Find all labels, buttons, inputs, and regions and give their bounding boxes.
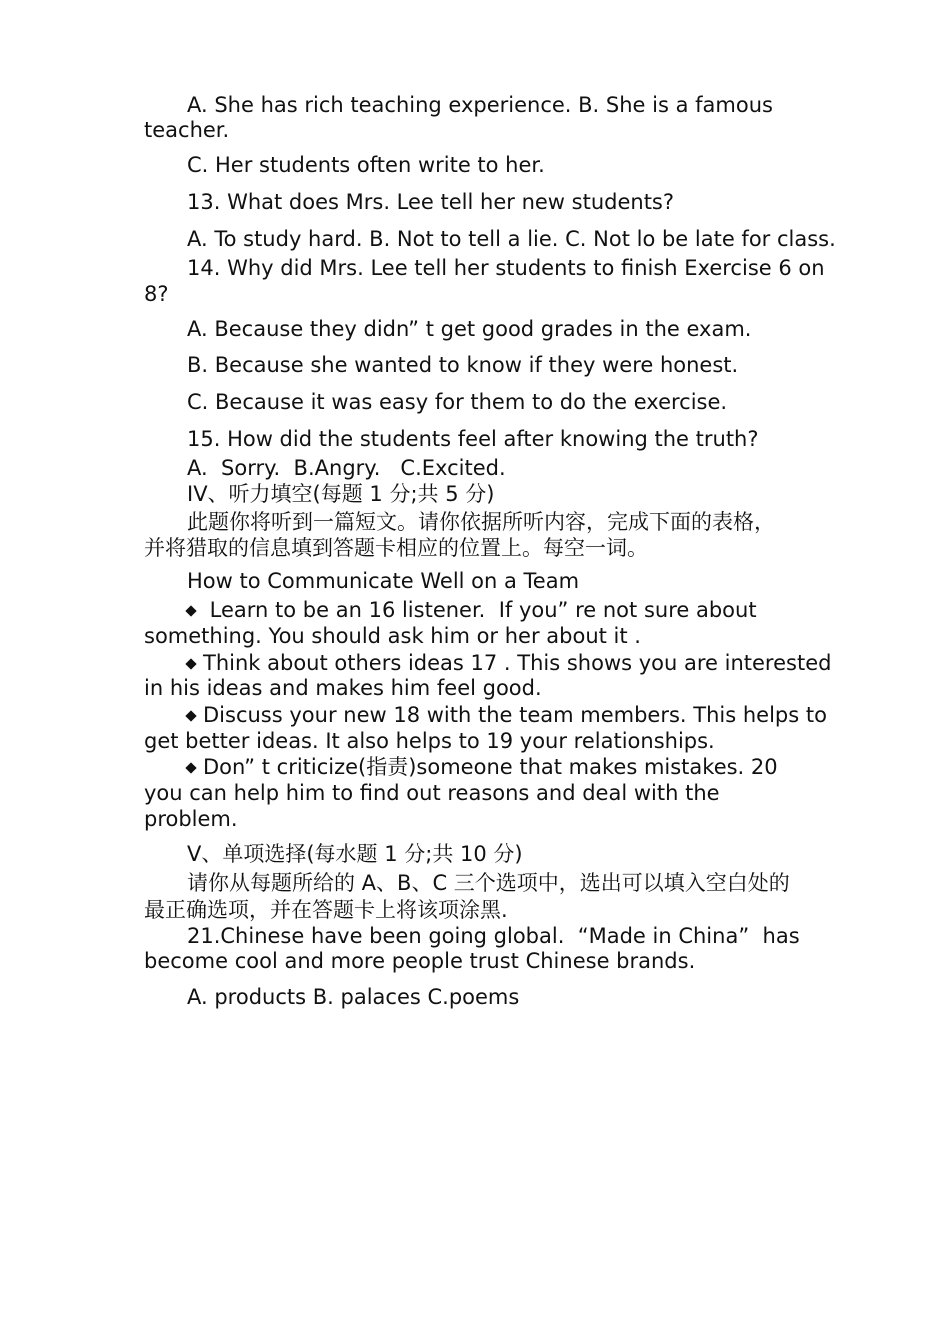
section5-instruction-line1: 请你从每题所给的 A、B、C 三个选项中，选出可以填入空白处的 <box>187 871 790 895</box>
bullet1-line2: something. You should ask him or her about it . <box>144 624 641 648</box>
bullet2-line2: in his ideas and makes him feel good. <box>144 676 542 700</box>
section4-instruction-line2: 并将猎取的信息填到答题卡相应的位置上。每空一词。 <box>144 536 648 560</box>
q14-question-line1: 14. Why did Mrs. Lee tell her students to finish Exercise 6 on <box>187 256 825 280</box>
q13-question: 13. What does Mrs. Lee tell her new students? <box>187 190 675 214</box>
diamond-bullet-icon <box>185 658 196 669</box>
q15-options: A. Sorry. B.Angry. C.Excited. <box>187 456 506 480</box>
q12-options-line1: A. She has rich teaching experience. B. She is a famous <box>187 93 773 117</box>
q21-options: A. products B. palaces C.poems <box>187 985 520 1009</box>
q14-option-c: C. Because it was easy for them to do the exercise. <box>187 390 728 414</box>
bullet1-line1 <box>187 597 757 623</box>
q14-question-line2: 8? <box>144 282 169 306</box>
bullet4-line1 <box>187 754 778 780</box>
bullet1-text: Learn to be an 16 listener. If you” re not sure about <box>203 598 757 622</box>
section5-instruction-line2: 最正确选项，并在答题卡上将该项涂黑. <box>144 898 508 922</box>
bullet3-text: Discuss your new 18 with the team members. This helps to <box>203 703 827 727</box>
bullet4-text: Don” t criticize(指责)someone that makes mistakes. 20 <box>203 755 778 779</box>
diamond-bullet-icon <box>185 710 196 721</box>
bullet3-line1 <box>187 702 827 728</box>
q12-options-line2: teacher. <box>144 118 230 142</box>
section4-title: IV、听力填空(每题 1 分;共 5 分) <box>187 482 495 506</box>
q14-option-a: A. Because they didn” t get good grades in the exam. <box>187 317 752 341</box>
q13-options: A. To study hard. B. Not to tell a lie. C. Not lo be late for class. <box>187 227 836 251</box>
section4-instruction-line1: 此题你将听到一篇短文。请你依据所听内容，完成下面的表格， <box>187 510 775 534</box>
q12-option-c: C. Her students often write to her. <box>187 153 545 177</box>
q21-line1: 21.Chinese have been going global. “Made in China” has <box>187 924 800 948</box>
bullet4-line2: you can help him to find out reasons and deal with the <box>144 781 720 805</box>
bullet4-line3: problem. <box>144 807 238 831</box>
q14-option-b: B. Because she wanted to know if they were honest. <box>187 353 739 377</box>
bullet2-line1 <box>187 650 831 676</box>
diamond-bullet-icon <box>185 605 196 616</box>
passage-title: How to Communicate Well on a Team <box>187 569 580 593</box>
bullet3-line2: get better ideas. It also helps to 19 your relationships. <box>144 729 715 753</box>
q15-question: 15. How did the students feel after knowing the truth? <box>187 427 759 451</box>
section5-title: Ⅴ、单项选择(每水题 1 分;共 10 分) <box>187 842 523 866</box>
q21-line2: become cool and more people trust Chinese brands. <box>144 949 696 973</box>
bullet2-text: Think about others ideas 17 . This shows you are interested <box>203 651 832 675</box>
diamond-bullet-icon <box>185 762 196 773</box>
